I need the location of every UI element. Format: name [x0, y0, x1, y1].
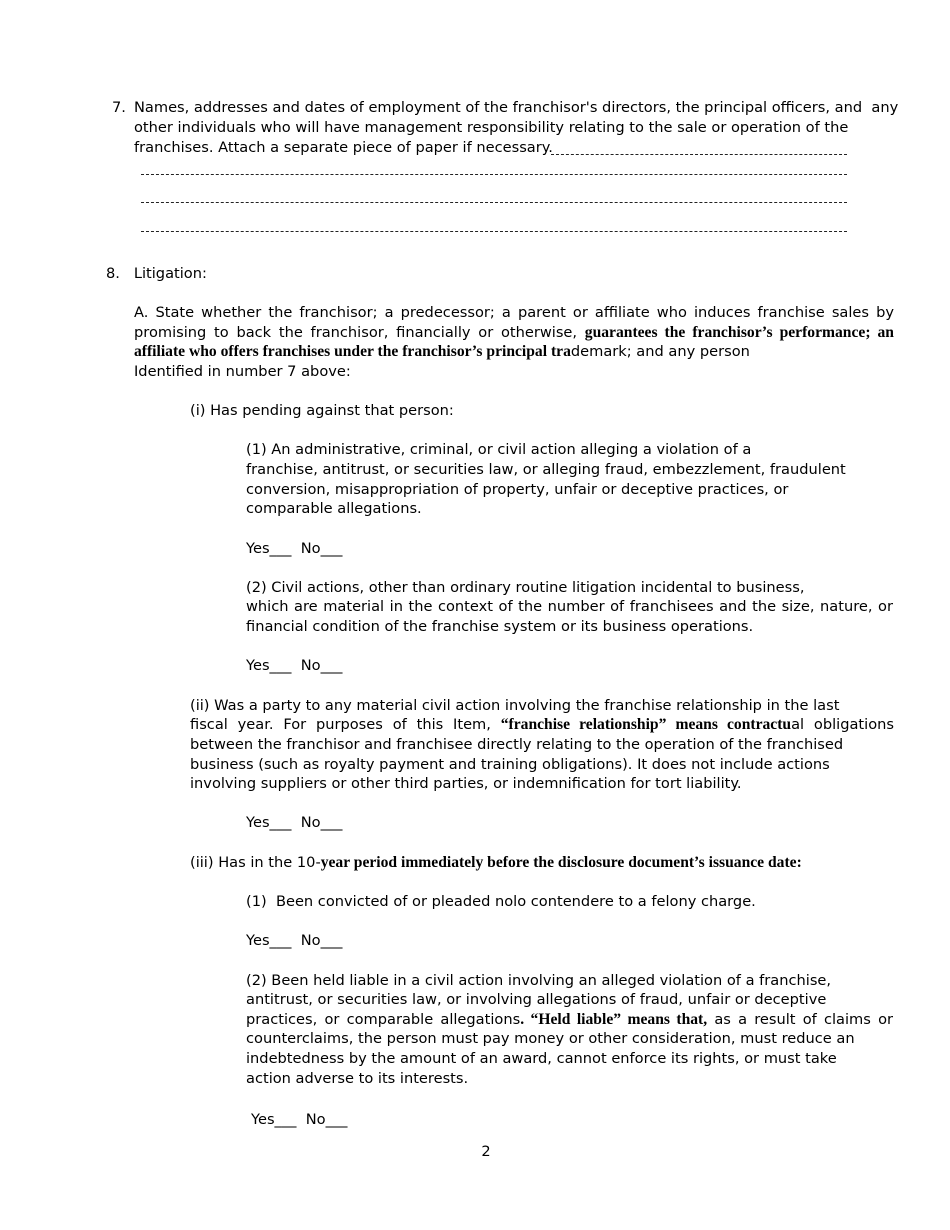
item8-a-line2: promising to back the franchisor, financially or otherwise, guarantees the franchisor’s performance; an: [134, 324, 894, 341]
item8-i1-line1: (1) An administrative, criminal, or civil action alleging a violation of a: [246, 441, 752, 458]
item8-i2-line3: financial condition of the franchise system or its business operations.: [246, 618, 754, 635]
item8-iii2-line6: action adverse to its interests.: [246, 1070, 469, 1087]
item8-ii-line4: business (such as royalty payment and training obligations). It does not include actions: [190, 756, 830, 773]
item8-i2-line1: (2) Civil actions, other than ordinary routine litigation incidental to business,: [246, 579, 805, 596]
item8-iii2-line3: practices, or comparable allegations. “Held liable” means that, as a result of claims or: [246, 1011, 893, 1028]
item8-iii2-line4: counterclaims, the person must pay money or other consideration, must reduce an: [246, 1030, 855, 1047]
item8-i1-line2: franchise, antitrust, or securities law, or alleging fraud, embezzlement, fraudulent: [246, 461, 846, 478]
item7-answer-blank[interactable]: [141, 231, 847, 232]
item8-i1-line4: comparable allegations.: [246, 500, 422, 517]
item8-ii-line5: involving suppliers or other third parties, or indemnification for tort liability.: [190, 775, 742, 792]
item8-iii1: (1) Been convicted of or pleaded nolo contendere to a felony charge.: [246, 893, 756, 910]
item8-iii2-line1: (2) Been held liable in a civil action involving an alleged violation of a franchise,: [246, 972, 832, 989]
item8-i2-line2: which are material in the context of the number of franchisees and the size, nature, or: [246, 598, 893, 615]
item8-ii-line2: fiscal year. For purposes of this Item, “franchise relationship” means contractual obligations: [190, 716, 894, 733]
item7-text-line1: Names, addresses and dates of employment of the franchisor's directors, the principal officers, and any: [134, 99, 899, 116]
item8-iii-heading: (iii) Has in the 10-year period immediately before the disclosure document’s issuance date:: [190, 854, 802, 871]
item7-answer-blank[interactable]: [551, 154, 847, 155]
item8-ii-line1: (ii) Was a party to any material civil action involving the franchise relationship in the last: [190, 697, 840, 714]
item8-a-line3: affiliate who offers franchises under the franchisor’s principal trademark; and any person: [134, 343, 750, 360]
item7-answer-blank[interactable]: [141, 174, 847, 175]
yes-no-answer[interactable]: Yes___ No___: [246, 657, 343, 674]
item7-text-line3: franchises. Attach a separate piece of paper if necessary.: [134, 139, 558, 156]
yes-no-answer[interactable]: Yes___ No___: [246, 814, 343, 831]
item8-iii2-line5: indebtedness by the amount of an award, cannot enforce its rights, or must take: [246, 1050, 837, 1067]
item7-text-line2: other individuals who will have management responsibility relating to the sale or operation of the: [134, 119, 849, 136]
item7-answer-blank[interactable]: [141, 202, 847, 203]
yes-no-answer[interactable]: Yes___ No___: [246, 540, 343, 557]
item8-a-line4: Identified in number 7 above:: [134, 363, 351, 380]
item8-a-line1: A. State whether the franchisor; a predecessor; a parent or affiliate who induces franchise sales by: [134, 304, 894, 321]
item8-heading: 8. Litigation:: [106, 265, 207, 282]
yes-no-answer[interactable]: Yes___ No___: [251, 1111, 348, 1128]
page-number: 2: [481, 1143, 491, 1160]
yes-no-answer[interactable]: Yes___ No___: [246, 932, 343, 949]
item8-ii-line3: between the franchisor and franchisee directly relating to the operation of the franchised: [190, 736, 844, 753]
item7-number: 7.: [112, 99, 126, 116]
item8-i1-line3: conversion, misappropriation of property, unfair or deceptive practices, or: [246, 481, 789, 498]
item8-i-heading: (i) Has pending against that person:: [190, 402, 454, 419]
item8-iii2-line2: antitrust, or securities law, or involving allegations of fraud, unfair or deceptive: [246, 991, 827, 1008]
